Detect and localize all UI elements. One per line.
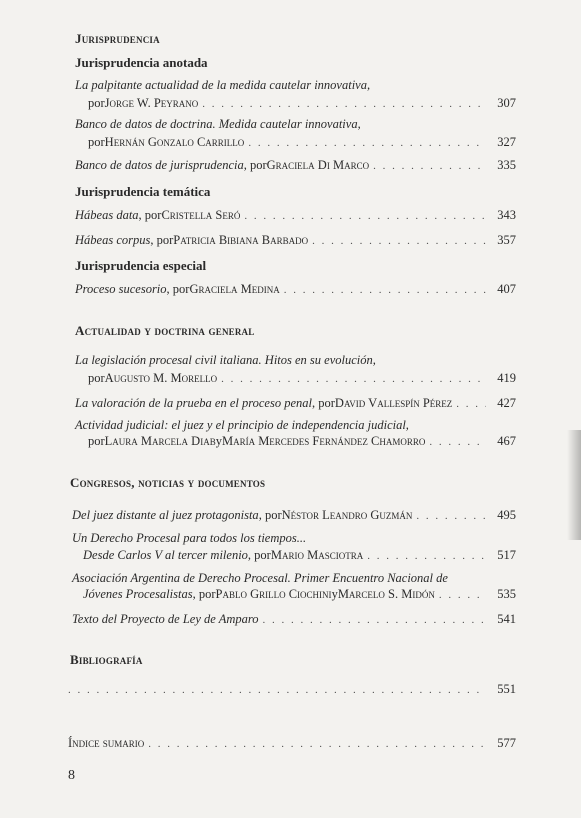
entry-author-prefix: por	[88, 371, 105, 385]
entry-author: Pablo Grillo Ciochini	[215, 587, 332, 601]
toc-entry	[75, 233, 516, 248]
entry-title: Actividad judicial: el juez y el principio de independencia judicial,	[75, 418, 409, 432]
entry-author: Mario Masciotra	[270, 548, 364, 562]
toc-entry	[72, 508, 516, 523]
toc-entry	[75, 282, 516, 297]
toc-entry	[68, 736, 516, 751]
toc-entry	[75, 208, 516, 223]
leader-dots	[456, 398, 486, 410]
entry-author-join: y	[331, 587, 338, 601]
toc-entry	[72, 612, 516, 627]
entry-page-number: 495	[497, 508, 516, 522]
leader-dots	[263, 614, 486, 626]
entry-title: Texto del Proyecto de Ley de Amparo	[72, 612, 259, 626]
entry-author-prefix: , por	[150, 233, 174, 247]
entry-author-prefix: por	[88, 96, 105, 110]
entry-page-number: 357	[497, 233, 516, 247]
entry-title: Hábeas corpus	[75, 233, 151, 247]
entry-title: La legislación procesal civil italiana. Hitos en su evolución,	[75, 353, 376, 367]
toc-entry	[83, 548, 516, 563]
leader-dots	[373, 160, 486, 172]
entry-author: Augusto M. Morello	[104, 371, 218, 385]
entry-author: Patricia Bibiana Barbado	[173, 233, 309, 247]
leader-dots	[248, 137, 486, 149]
entry-title: Proceso sucesorio	[75, 282, 167, 296]
section-heading-jurisprudencia: Jurisprudencia	[75, 31, 160, 46]
entry-author-prefix: , por	[192, 587, 216, 601]
entry-page-number: 407	[497, 282, 516, 296]
entry-title: Banco de datos de jurisprudencia	[75, 158, 244, 172]
entry-page-number: 343	[497, 208, 516, 222]
entry-title: La valoración de la prueba en el proceso penal	[75, 396, 312, 410]
toc-entry	[68, 682, 516, 697]
entry-author-prefix: por	[88, 434, 105, 448]
entry-author-prefix: , por	[243, 158, 267, 172]
leader-dots	[284, 284, 486, 296]
entry-author-join: y	[215, 434, 222, 448]
entry-title-continued: Jóvenes Procesalistas	[83, 587, 193, 601]
toc-entry	[88, 96, 516, 111]
leader-dots	[367, 550, 486, 562]
scan-edge-shadow	[567, 430, 581, 540]
entry-title: Asociación Argentina de Derecho Procesal. Primer Encuentro Nacional de	[72, 571, 448, 585]
entry-author-prefix: , por	[258, 508, 282, 522]
entry-title: Banco de datos de doctrina. Medida cautelar innovativa,	[75, 117, 361, 131]
entry-page-number: 541	[497, 612, 516, 626]
entry-page-number: 535	[497, 587, 516, 601]
entry-author: Marcelo S. Midón	[337, 587, 435, 601]
entry-page-number: 551	[497, 682, 516, 696]
leader-dots	[244, 210, 486, 222]
entry-page-number: 467	[497, 434, 516, 448]
entry-title-continued: Desde Carlos V al tercer milenio	[83, 548, 248, 562]
entry-author-prefix: por	[88, 135, 105, 149]
leader-dots	[202, 98, 486, 110]
subheading-jurisprudencia-anotada: Jurisprudencia anotada	[75, 55, 208, 70]
entry-author: David Vallespín Pérez	[334, 396, 453, 410]
entry-author-prefix: , por	[312, 396, 335, 410]
entry-page-number: 577	[497, 736, 516, 750]
entry-title: Del juez distante al juez protagonista	[72, 508, 259, 522]
section-heading-actualidad: Actualidad y doctrina general	[75, 323, 255, 338]
entry-author: María Mercedes Fernández Chamorro	[221, 434, 426, 448]
leader-dots	[312, 235, 486, 247]
entry-page-number: 517	[497, 548, 516, 562]
entry-author: Graciela Medina	[189, 282, 280, 296]
entry-page-number: 427	[497, 396, 516, 410]
entry-author-prefix: , por	[166, 282, 190, 296]
section-heading-bibliografia: Bibliografía	[70, 652, 143, 667]
page-number: 8	[68, 768, 75, 783]
toc-entry	[75, 158, 516, 173]
entry-author: Graciela Di Marco	[266, 158, 370, 172]
entry-page-number: 307	[497, 96, 516, 110]
subheading-jurisprudencia-especial: Jurisprudencia especial	[75, 258, 207, 273]
toc-entry	[75, 396, 516, 411]
leader-dots	[148, 738, 486, 750]
leader-dots	[221, 373, 486, 385]
entry-author: Hernán Gonzalo Carrillo	[104, 135, 245, 149]
entry-author: Laura Marcela Diab	[104, 434, 216, 448]
entry-page-number: 335	[497, 158, 516, 172]
section-heading-congresos: Congresos, noticias y documentos	[70, 475, 266, 490]
entry-author: Néstor Leandro Guzmán	[281, 508, 413, 522]
toc-entry	[88, 434, 516, 449]
leader-dots	[68, 684, 486, 696]
entry-author: Cristella Seró	[161, 208, 241, 222]
toc-entry	[88, 371, 516, 386]
toc-entry	[88, 135, 516, 150]
subheading-jurisprudencia-tematica: Jurisprudencia temática	[75, 184, 211, 199]
entry-author-prefix: , por	[247, 548, 271, 562]
entry-author-prefix: , por	[138, 208, 162, 222]
entry-title: La palpitante actualidad de la medida cautelar innovativa,	[75, 78, 371, 92]
entry-page-number: 419	[497, 371, 516, 385]
leader-dots	[416, 510, 486, 522]
entry-author: Jorge W. Peyrano	[104, 96, 199, 110]
entry-title: Un Derecho Procesal para todos los tiempos...	[72, 531, 307, 545]
leader-dots	[439, 589, 486, 601]
entry-page-number: 327	[497, 135, 516, 149]
entry-title: Hábeas data	[75, 208, 139, 222]
toc-entry	[83, 587, 516, 602]
leader-dots	[429, 436, 486, 448]
entry-title: Índice sumario	[68, 736, 145, 750]
